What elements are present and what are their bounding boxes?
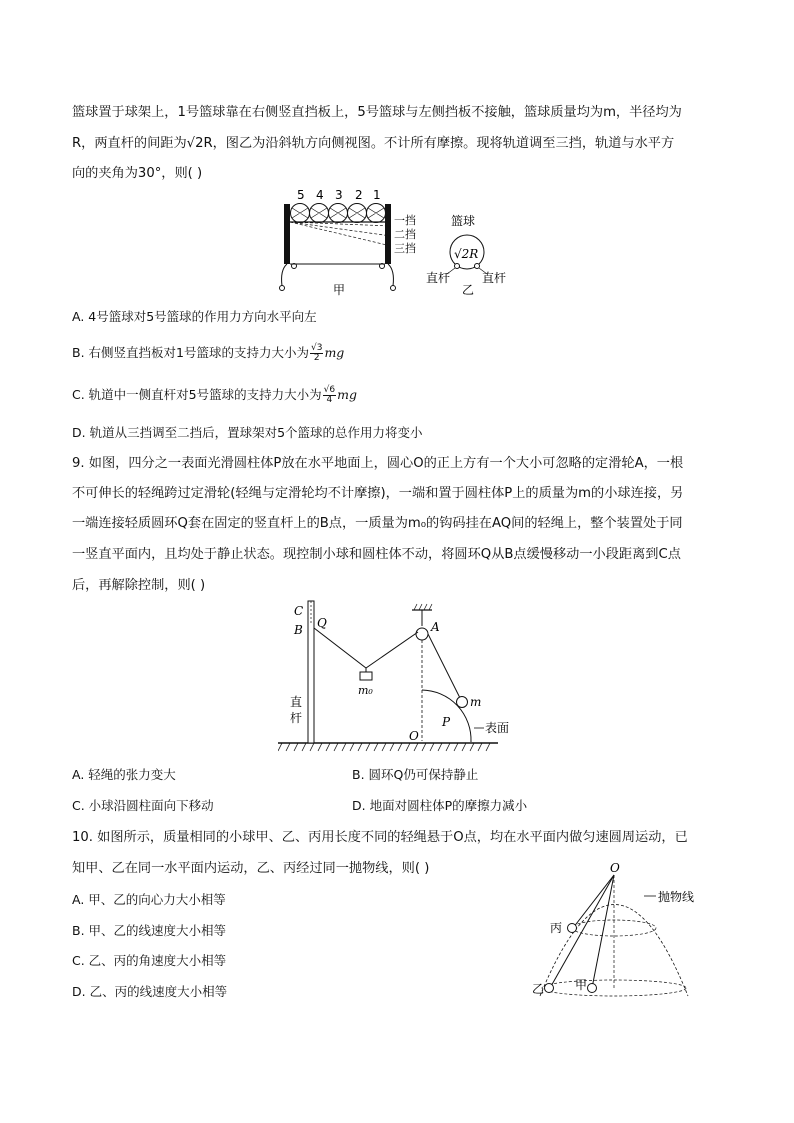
q8-option-b-text: B. 右侧竖直挡板对1号篮球的支持力大小为 [72, 345, 309, 360]
label-m: m [470, 695, 482, 709]
intro-line-3: 向的夹角为30°，则( ) [72, 166, 203, 181]
q8-option-c-text: C. 轨道中一侧直杆对5号篮球的支持力大小为 [72, 387, 322, 402]
label-c: C [294, 604, 304, 618]
gear-label: 二挡 [394, 228, 416, 241]
q8-option-c-unit: mg [337, 387, 357, 402]
right-board [385, 204, 391, 264]
left-board [284, 204, 290, 264]
figure-conical-pendulum [530, 858, 730, 1003]
rod-label-right: 直杆 [482, 271, 507, 285]
q8-option-a: A. 4号篮球对5号篮球的作用力方向水平向左 [72, 309, 317, 324]
q9-option-b: B. 圆环Q仍可保持静止 [352, 767, 479, 782]
q8-option-c [72, 385, 357, 405]
ball-number: 2 [355, 188, 363, 202]
q9-option-d: D. 地面对圆柱体P的摩擦力减小 [352, 798, 528, 813]
label-bing: 丙 [550, 921, 563, 935]
label-a: A [431, 620, 440, 634]
figure-ball-rack [270, 186, 530, 301]
label-m0: m₀ [358, 684, 373, 697]
rod-label-2: 杆 [290, 711, 303, 725]
caption-jia: 甲 [333, 283, 346, 297]
ball-number: 5 [297, 188, 305, 202]
label-o: O [610, 861, 620, 875]
ball-yi [545, 984, 554, 993]
q10-option-b: B. 甲、乙的线速度大小相等 [72, 923, 227, 938]
ball-m [457, 697, 468, 708]
label-o: O [409, 729, 419, 743]
label-q: Q [317, 616, 327, 630]
gear-label: 一挡 [394, 214, 416, 227]
surface-label: 表面 [485, 721, 510, 735]
ball-bing [568, 924, 577, 933]
fraction-den: 2 [313, 353, 320, 363]
caption-yi: 乙 [462, 283, 475, 297]
pulley [416, 628, 428, 640]
ball-number: 1 [373, 188, 381, 202]
intro-line-2: R，两直杆的间距为√2R，图乙为沿斜轨方向侧视图。不计所有摩擦。现将轨道调至三挡，轨道与水平方 [72, 136, 675, 151]
ball-number: 3 [335, 188, 343, 202]
label-jia: 甲 [575, 978, 588, 992]
ball-number: 4 [316, 188, 324, 202]
q10-line-1: 10. 如图所示，质量相同的小球甲、乙、丙用长度不同的轻绳悬于O点，均在水平面内做匀速圆周运动，已 [72, 830, 688, 845]
q10-option-a: A. 甲、乙的向心力大小相等 [72, 892, 226, 907]
q9-line-2: 不可伸长的轻绳跨过定滑轮(轻绳与定滑轮均不计摩擦)，一端和置于圆柱体P上的质量为m的小球连接，另 [72, 486, 684, 501]
q8-option-b-unit: mg [324, 345, 345, 360]
parabola-label: 抛物线 [658, 890, 695, 904]
fraction [323, 386, 336, 405]
figure-pulley-cylinder [278, 598, 528, 760]
q9-line-4: 一竖直平面内，且均处于静止状态。现控制小球和圆柱体不动，将圆环Q从B点缓慢移动一小段距离到C点 [72, 547, 681, 562]
q9-line-5: 后，再解除控制，则( ) [72, 578, 206, 593]
label-p: P [442, 715, 451, 729]
q10-line-2: 知甲、乙在同一水平面内运动，乙、丙经过同一抛物线，则( ) [72, 861, 430, 876]
rod-label-1: 直 [290, 695, 303, 709]
label-b: B [294, 623, 303, 637]
ball-label: 篮球 [451, 214, 476, 228]
gear-label: 三挡 [394, 242, 416, 255]
q9-option-c: C. 小球沿圆柱面向下移动 [72, 798, 214, 813]
q10-option-d: D. 乙、丙的线速度大小相等 [72, 984, 228, 999]
q8-option-b [72, 343, 344, 363]
label-yi: 乙 [532, 982, 545, 996]
fraction-den: 4 [326, 395, 333, 405]
intro-line-1: 篮球置于球架上，1号篮球靠在右侧竖直挡板上，5号篮球与左侧挡板不接触，篮球质量均为m，半径均为 [72, 105, 682, 120]
rod-label-left: 直杆 [426, 271, 451, 285]
fraction-num: √6 [323, 385, 336, 395]
q10-option-c: C. 乙、丙的角速度大小相等 [72, 953, 227, 968]
fraction-num: √3 [310, 343, 323, 353]
distance-label: √2R [454, 247, 479, 261]
fraction [310, 344, 323, 363]
ball-jia [588, 984, 597, 993]
q8-option-d: D. 轨道从三挡调至二挡后，置球架对5个篮球的总作用力将变小 [72, 425, 423, 440]
q9-line-1: 9. 如图，四分之一表面光滑圆柱体P放在水平地面上，圆心O的正上方有一个大小可忽略的定滑轮A，一根 [72, 456, 684, 471]
hook-weight [360, 672, 372, 680]
q9-line-3: 一端连接轻质圆环Q套在固定的竖直杆上的B点，一质量为m₀的钩码挂在AQ间的轻绳上，整个装置处于同 [72, 516, 683, 531]
q9-option-a: A. 轻绳的张力变大 [72, 767, 176, 782]
